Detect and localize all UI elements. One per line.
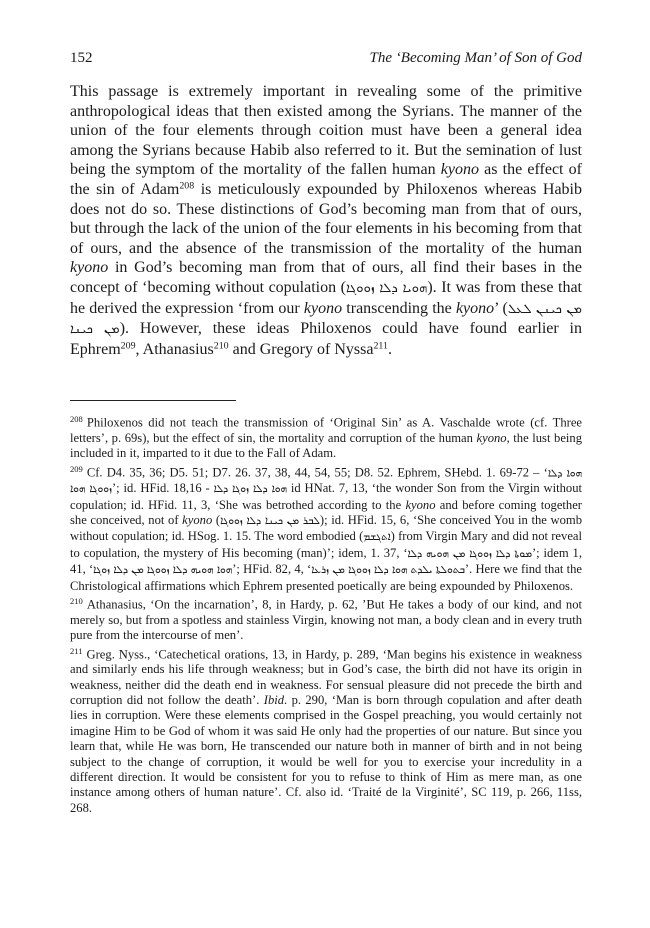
syriac-phrase: ܗܘܐ ܕܠܐ ܙܘܓܐ ܕܠܐ	[213, 483, 287, 496]
italic-term: kyono	[303, 299, 343, 317]
italic-term: kyono	[440, 161, 479, 179]
italic-term: kyono	[182, 513, 213, 527]
syriac-phrase: ܡܢ ܟܝܢܢ ܠܥܠ ܡܢ ܟܝܢܐ	[70, 301, 582, 338]
italic-term: kyono	[405, 497, 436, 512]
syriac-phrase: ܠܒܪ ܡܢ ܟܝܢܐ ܕܠܐ ܙܘܘܓܐ	[220, 515, 320, 527]
running-header	[70, 50, 582, 72]
footnote-211	[70, 644, 582, 817]
text-run: , Athanasius	[135, 340, 214, 358]
text-run: as the effect of the sin of Adam	[70, 161, 583, 198]
footnote-210	[70, 594, 582, 644]
text-run: and before coming together she conceived, not of	[70, 497, 582, 527]
italic-term: kyono	[70, 259, 109, 277]
text-run: ’ (	[494, 299, 508, 317]
italic-term: kyono	[455, 299, 495, 317]
syriac-phrase: ܗܘܐ ܗܘܝܗ ܕܠܐ ܙܘܘܓܐ	[146, 564, 233, 577]
text-run: (	[212, 513, 221, 527]
text-run: Cf. D4. 35, 36; D5. 51; D7. 26. 37, 38, 44, 54, 55; D8. 52. Ephrem, SHebd. 1. 69-72 – ‘	[86, 464, 548, 479]
text-run: in God’s becoming man from that of ours, all find their bases in the concept of ‘becoming without copulation (	[70, 259, 582, 296]
text-run: This passage is extremely important in revealing some of the primitive anthropological ideas that then existed among the Syrians. The manner of the union of the four elements through coition must have been a general idea among the Syrians because Habib also referred to it. But the semination of lust being the symptom of the mortality of the fallen human	[70, 83, 582, 179]
footnotes	[70, 412, 582, 816]
text-run: id HNat. 7, 13, ‘the wonder Son from the Virgin without copulation; id. HFid. 11, 3, ‘She was betrothed according to the	[70, 481, 582, 512]
footnote-ref-210[interactable]: 210	[213, 340, 229, 352]
footnote-number: 208	[70, 414, 83, 424]
text-run: ’; HFid. 82, 4, ‘	[232, 562, 312, 577]
syriac-phrase: ܡܢ ܕܠܐ ܙܘܓܐ	[93, 564, 144, 577]
text-run: ). It was from these that he derived the expression ‘from our	[70, 278, 582, 317]
text-run: is meticulously expounded by Philoxenos whereas Habib does not do so. These distinctions of God’s becoming man from that of ours, but through the lack of the union of the four elements in his becoming from that of ours, and the absence of the transmission of the mortality of the human	[70, 180, 582, 257]
footnote-ref-209[interactable]: 209	[120, 340, 136, 352]
syriac-phrase: ܒܬܘܠܬܐ ܝܠܕܬ ܗܘܐ ܕܠܐ ܙܘܘܓܐ ܡܢ ܙܪܥܐ	[311, 564, 465, 577]
body-paragraph	[70, 82, 582, 359]
text-run: Philoxenos did not teach the transmission of ‘Original Sin’ as A. Vaschalde wrote (cf. Three letters’, p. 69s), but the effect of sin, the mortality and corruption of the human	[70, 415, 582, 445]
book-page	[70, 50, 582, 900]
footnote-ref-208[interactable]: 208	[179, 180, 195, 192]
text-run: ). However, these ideas Philoxenos could have found earlier in Ephrem	[70, 320, 582, 358]
text-run: and Gregory of Nyssa	[228, 340, 374, 358]
footnote-209	[70, 462, 582, 595]
footnote-number: 211	[70, 645, 83, 656]
footnote-number: 209	[70, 463, 83, 474]
text-run: Greg. Nyss., ‘Catechetical orations, 13, in Hardy, p. 289, ‘Man begins his existence in weakness and similarly ends his life through weakness; but in God’s case, the birth did not have its origin in weakness, neither did the death end in weakness. For sensual pleasure did not precede the birth and corruption did not follow the death’.	[70, 646, 582, 708]
syriac-phrase: ܗܘܝܐ ܕܠܐ ܙܘܘܓܐ	[346, 280, 428, 296]
italic-term: Ibid	[263, 693, 285, 708]
footnote-ref-211[interactable]: 211	[373, 340, 388, 352]
text-run: ’; idem 1, 41, ‘	[70, 545, 582, 577]
syriac-phrase: ܐܬܓܫܡ	[363, 531, 391, 544]
text-run: Athanasius, ‘On the incarnation’, 8, in Hardy, p. 62, ’But He takes a body of our kind, and not merely so, but from a spotless and stainless Virgin, knowing not man, a body clean and in every truth pure from the intercourse of men’.	[70, 597, 582, 643]
text-run: .	[387, 340, 392, 358]
text-run: ); id. HFid. 15, 6, ‘She conceived You in the womb without copulation; id. HSog. 1. 15. The word embodied (	[70, 513, 582, 544]
text-run: . p. 290, ‘Man is born through copulation and after death lies in corruption. Were these elements comprised in the Gospel preaching, you would certainly not imagine Him to be God of whom it was said He only had the properties of our nature. But since you learn that, while He was born, He transcended our nature both in manner of birth and in not being subject to the change of corruption, it would be well for you to exercise your incredulity in a different direction. It would be consistent for you to refuse to think of Him as mere man, as one instance among others of human nature’. Cf. also id. ‘Traité de la Virginité’, SC 119, p. 266, 11ss, 268.	[70, 693, 582, 815]
text-run: ’; id. HFid. 18,16 -	[111, 481, 214, 496]
page-number: 152	[70, 50, 93, 66]
main-text	[70, 82, 582, 359]
syriac-phrase: ܗܘܐ ܕܠܐ ܙܘܘܓܐ ܗܘܐ	[70, 466, 583, 496]
text-run: , the lust being included in it, imparted to it due to the Fall of Adam.	[70, 430, 583, 461]
running-title: The ‘Becoming Man’ of Son of God	[369, 50, 582, 66]
footnote-208	[70, 412, 582, 462]
italic-term: kyono	[476, 430, 507, 445]
syriac-phrase: ܡܘܬܐ ܕܠܐ ܙܘܘܓܐ ܡܢ ܗܘܝܗ ܕܠܐ	[407, 547, 532, 560]
footnote-number: 210	[70, 596, 83, 607]
footnote-divider	[70, 400, 236, 401]
text-run: ) from Virgin Mary and did not reveal to copulation, the mystery of His becoming (man)’; idem, 1. 37, ‘	[70, 529, 582, 560]
text-run: ’. Here we find that the Christological affirmations which Ephrem presented poetically are being expounded by Philoxenos.	[70, 562, 583, 593]
text-run: transcending the	[342, 299, 456, 317]
